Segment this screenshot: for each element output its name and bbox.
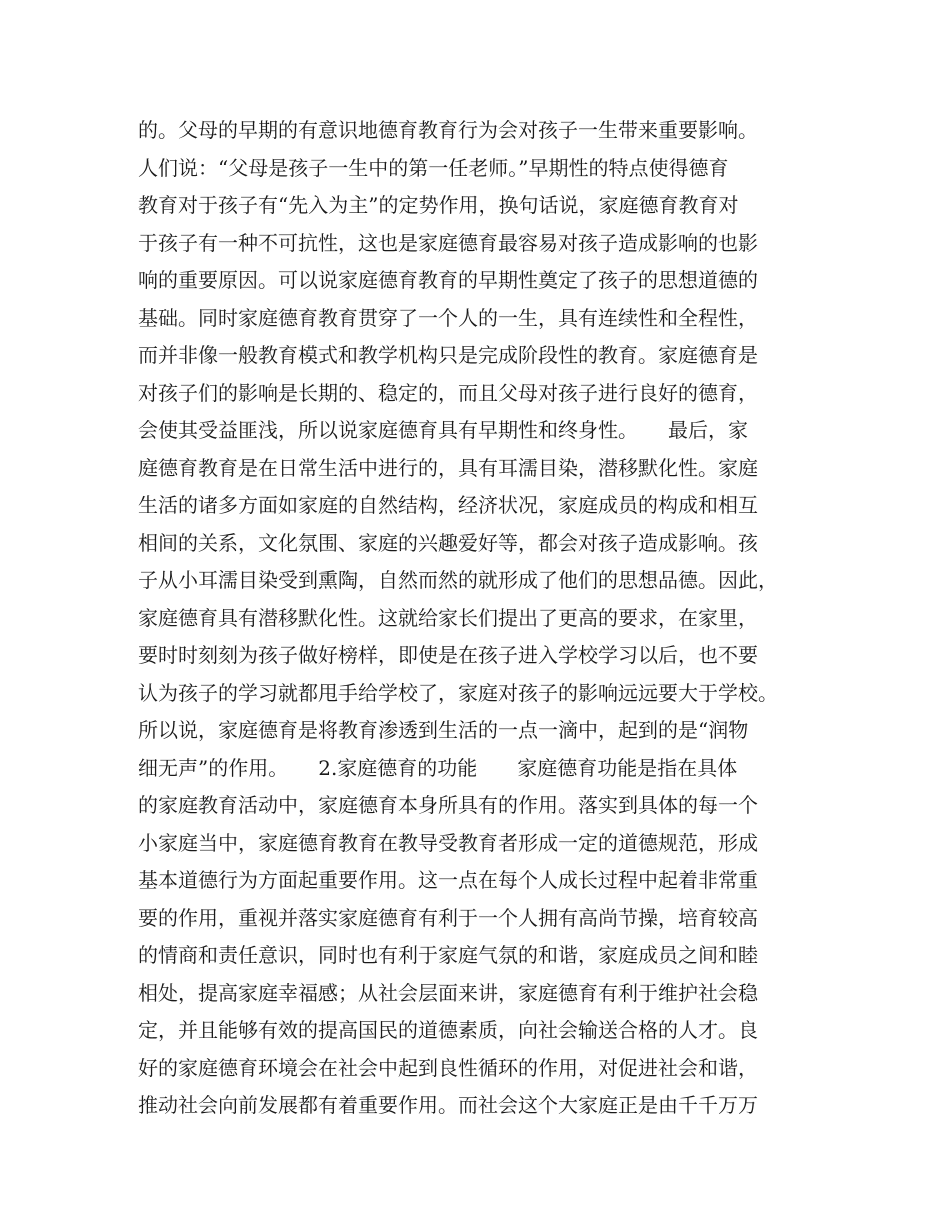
text-line: 基本道德行为方面起重要作用。这一点在每个人成长过程中起着非常重 (138, 868, 758, 892)
text-line: 的家庭教育活动中，家庭德育本身所具有的作用。落实到具体的每一个 (138, 793, 758, 817)
text-line: 子从小耳濡目染受到熏陶，自然而然的就形成了他们的思想品德。因此， (138, 568, 778, 592)
text-line: 人们说：“父母是孩子一生中的第一任老师。”早期性的特点使得德育 (138, 155, 729, 180)
text-line: 所以说，家庭德育是将教育渗透到生活的一点一滴中，起到的是“润物 (138, 718, 749, 742)
text-line: 认为孩子的学习就都甩手给学校了，家庭对孩子的影响远远要大于学校。 (138, 680, 778, 705)
text-line: 的。父母的早期的有意识地德育教育行为会对孩子一生带来重要影响。 (138, 118, 758, 142)
text-line: 推动社会向前发展都有着重要作用。而社会这个大家庭正是由千千万万 (138, 1093, 758, 1117)
text-line: 小家庭当中，家庭德育教育在教导受教育者形成一定的道德规范，形成 (138, 830, 758, 855)
text-line: 对孩子们的影响是长期的、稳定的，而且父母对孩子进行良好的德育， (138, 380, 758, 405)
text-line: 好的家庭德育环境会在社会中起到良性循环的作用，对促进社会和谐， (138, 1055, 758, 1080)
text-line: 相处，提高家庭幸福感；从社会层面来讲，家庭德育有利于维护社会稳 (138, 980, 758, 1005)
text-line: 家庭德育具有潜移默化性。这就给家长们提出了更高的要求，在家里， (138, 605, 758, 630)
text-line: 要时时刻刻为孩子做好榜样，即使是在孩子进入学校学习以后，也不要 (138, 643, 758, 667)
text-line: 基础。同时家庭德育教育贯穿了一个人的一生，具有连续性和全程性， (138, 305, 758, 330)
text-line: 要的作用，重视并落实家庭德育有利于一个人拥有高尚节操，培育较高 (138, 905, 758, 930)
text-line: 庭德育教育是在日常生活中进行的，具有耳濡目染，潜移默化性。家庭 (138, 455, 758, 480)
text-line: 的情商和责任意识，同时也有利于家庭气氛的和谐，家庭成员之间和睦 (138, 943, 758, 967)
text-line: 教育对于孩子有“先入为主”的定势作用，换句话说，家庭德育教育对 (138, 193, 739, 217)
text-line: 会使其受益匪浅，所以说家庭德育具有早期性和终身性。 最后，家 (138, 418, 748, 442)
text-line: 相间的关系，文化氛围、家庭的兴趣爱好等，都会对孩子造成影响。孩 (138, 530, 758, 555)
body-text (138, 112, 818, 1125)
text-line: 生活的诸多方面如家庭的自然结构，经济状况，家庭成员的构成和相互 (138, 493, 758, 517)
text-line: 响的重要原因。可以说家庭德育教育的早期性奠定了孩子的思想道德的 (138, 268, 758, 292)
text-line: 于孩子有一种不可抗性，这也是家庭德育最容易对孩子造成影响的也影 (138, 230, 758, 255)
text-line: 而并非像一般教育模式和教学机构只是完成阶段性的教育。家庭德育是 (138, 343, 758, 367)
text-line: 定，并且能够有效的提高国民的道德素质，向社会输送合格的人才。良 (138, 1018, 758, 1042)
text-line: 细无声”的作用。 2.家庭德育的功能 家庭德育功能是指在具体 (138, 755, 738, 780)
